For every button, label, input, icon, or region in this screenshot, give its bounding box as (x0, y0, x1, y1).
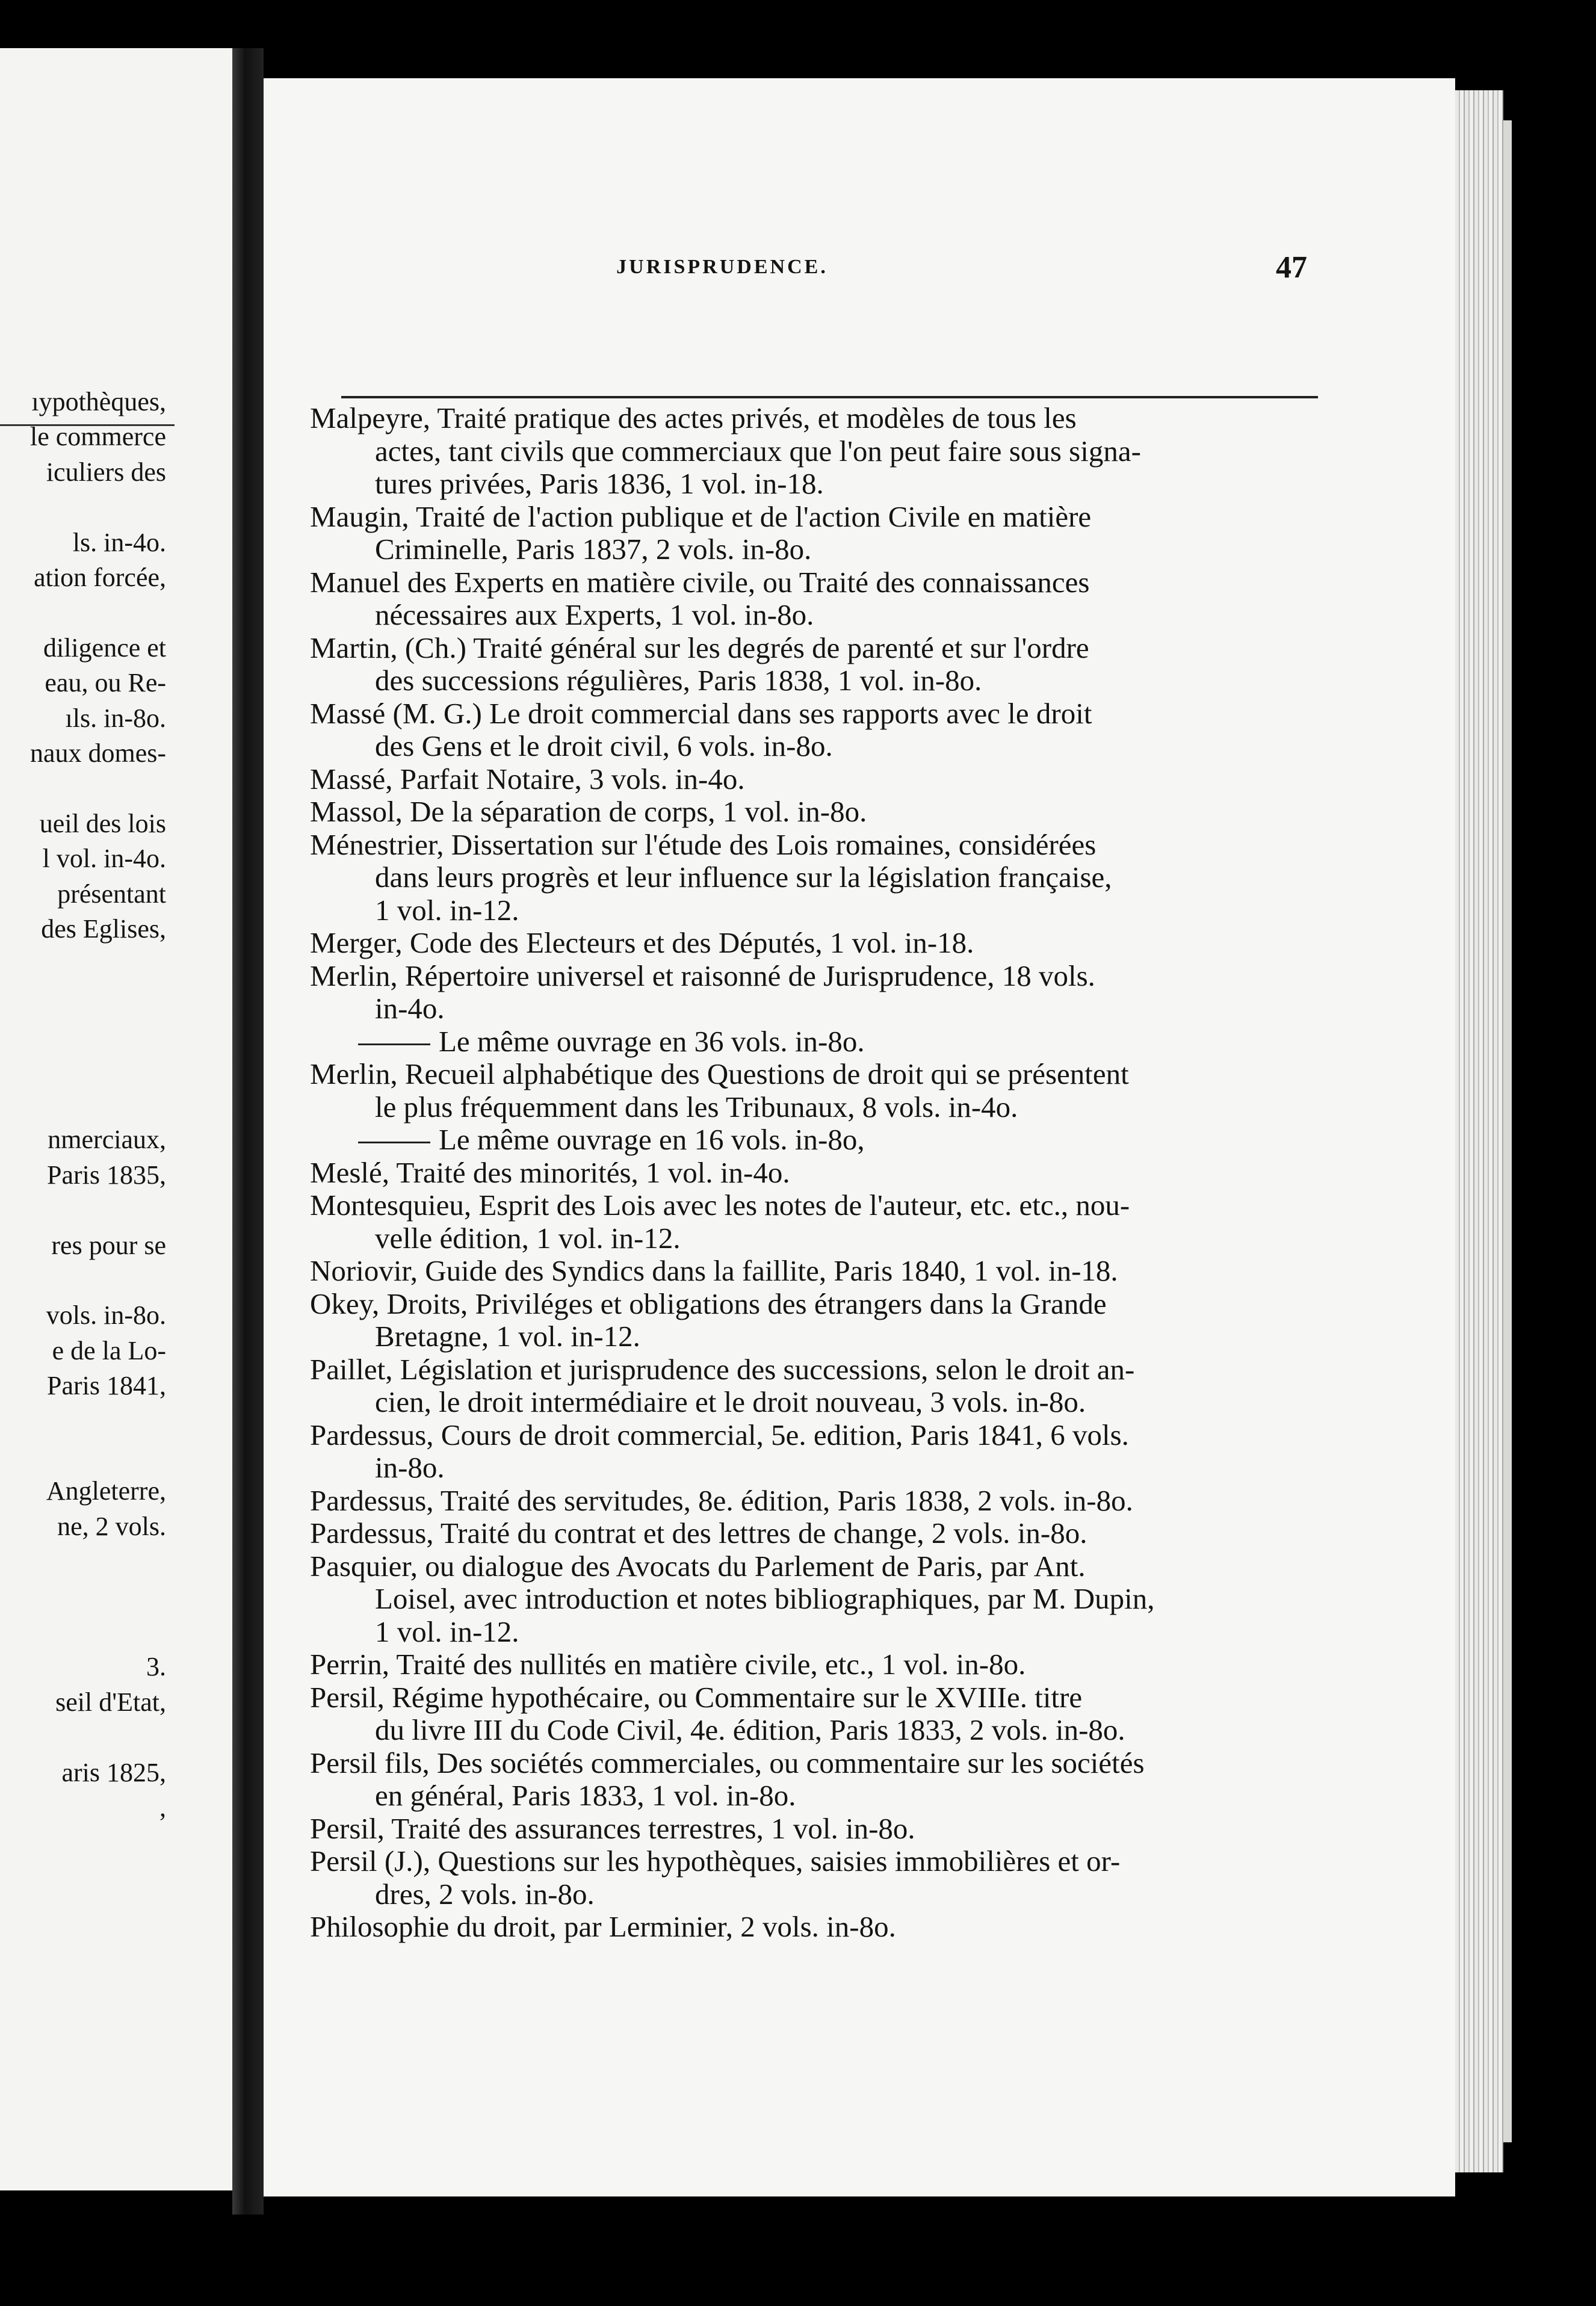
entry-text: Merlin, Recueil alphabétique des Questions de droit qui se présentent (310, 1058, 1129, 1090)
left-page (0, 48, 234, 2190)
entry-line (310, 992, 1321, 1025)
ditto-dash (358, 1142, 430, 1143)
entry-text: velle édition, 1 vol. in-12. (375, 1222, 681, 1255)
entry-text: Philosophie du droit, par Lerminier, 2 vols. in-8o. (310, 1911, 896, 1943)
book-gutter (232, 48, 264, 2215)
entry-text: Persil, Traité des assurances terrestres, 1 vol. in-8o. (310, 1812, 915, 1845)
bibliography-entry (310, 1747, 1321, 1813)
left-page-line: 3. (146, 1652, 166, 1682)
bibliography-entry (310, 1124, 1321, 1157)
left-page-line: iculiers des (46, 457, 166, 487)
entry-line (310, 1878, 1321, 1911)
entry-text: du livre III du Code Civil, 4e. édition, Paris 1833, 2 vols. in-8o. (375, 1714, 1125, 1746)
entry-text: in-8o. (375, 1451, 445, 1484)
entry-text: Bretagne, 1 vol. in-12. (375, 1320, 640, 1353)
entry-line (310, 1845, 1321, 1878)
bibliography-entry (310, 1845, 1321, 1911)
entry-line (310, 894, 1321, 927)
entry-line (310, 861, 1321, 894)
entry-text: Pasquier, ou dialogue des Avocats du Parlement de Paris, par Ant. (310, 1550, 1086, 1583)
bibliography-entry (310, 796, 1321, 829)
entry-text: Pardessus, Traité du contrat et des lettres de change, 2 vols. in-8o. (310, 1517, 1087, 1550)
entry-line (310, 1747, 1321, 1780)
entry-line (310, 664, 1321, 697)
page-number: 47 (1276, 250, 1307, 285)
entry-line (310, 1255, 1321, 1288)
left-page-line: ation forcée, (34, 563, 166, 592)
left-page-line: le commerce (30, 422, 166, 452)
left-page-line: ne, 2 vols. (57, 1511, 166, 1541)
entry-text: Persil, Régime hypothécaire, ou Commentaire sur le XVIIIe. titre (310, 1681, 1083, 1714)
entry-text: Persil (J.), Questions sur les hypothèques, saisies immobilières et or- (310, 1845, 1121, 1878)
entry-text: nécessaires aux Experts, 1 vol. in-8o. (375, 599, 814, 631)
entry-line (310, 796, 1321, 829)
entry-text: Manuel des Experts en matière civile, ou Traité des connaissances (310, 566, 1090, 599)
entry-line (310, 566, 1321, 599)
entry-line (310, 1189, 1321, 1222)
entry-text: Noriovir, Guide des Syndics dans la faillite, Paris 1840, 1 vol. in-18. (310, 1255, 1118, 1287)
entry-line (310, 1025, 1321, 1059)
left-page-line: Paris 1841, (47, 1371, 166, 1401)
bibliography-entry (310, 566, 1321, 632)
entry-line (310, 1451, 1321, 1485)
left-page-line: , (159, 1793, 166, 1822)
left-page-line: ls. in-4o. (72, 527, 166, 557)
entry-line (310, 1616, 1321, 1649)
entry-text: Pardessus, Traité des servitudes, 8e. édition, Paris 1838, 2 vols. in-8o. (310, 1484, 1133, 1517)
entry-line (310, 632, 1321, 665)
bibliography-entries (310, 402, 1321, 1944)
entry-line (310, 1288, 1321, 1321)
entry-text: Okey, Droits, Priviléges et obligations des étrangers dans la Grande (310, 1287, 1107, 1320)
left-page-line: nmerciaux, (48, 1125, 166, 1155)
entry-line (310, 1353, 1321, 1386)
bibliography-entry (310, 1058, 1321, 1124)
entry-line (310, 1681, 1321, 1714)
entry-text: Merger, Code des Electeurs et des Députés, 1 vol. in-18. (310, 927, 974, 959)
left-page-line: diligence et (43, 632, 166, 663)
bibliography-entry (310, 1813, 1321, 1846)
left-page-line: eau, ou Re- (45, 668, 166, 698)
page-edges (1455, 90, 1503, 2172)
entry-text: dans leurs progrès et leur influence sur la législation française, (375, 861, 1112, 894)
left-page-line: aris 1825, (61, 1757, 166, 1787)
entry-text: Malpeyre, Traité pratique des actes privés, et modèles de tous les (310, 402, 1077, 434)
bibliography-entry (310, 1911, 1321, 1944)
entry-text: 1 vol. in-12. (375, 1615, 519, 1648)
bibliography-entry (310, 1255, 1321, 1288)
entry-text: en général, Paris 1833, 1 vol. in-8o. (375, 1779, 796, 1812)
entry-line (310, 1386, 1321, 1419)
entry-line (310, 1714, 1321, 1747)
entry-line (310, 697, 1321, 731)
entry-text: Martin, (Ch.) Traité général sur les degrés de parenté et sur l'ordre (310, 631, 1089, 664)
entry-line (310, 960, 1321, 993)
entry-line (310, 1813, 1321, 1846)
left-page-line: ıypothèques, (31, 387, 166, 416)
entry-line (310, 1320, 1321, 1353)
entry-text: Merlin, Répertoire universel et raisonné de Jurisprudence, 18 vols. (310, 959, 1095, 992)
entry-text: Massé, Parfait Notaire, 3 vols. in-4o. (310, 762, 745, 796)
entry-text: Meslé, Traité des minorités, 1 vol. in-4o. (310, 1156, 790, 1189)
bibliography-entry (310, 1025, 1321, 1059)
entry-line (310, 763, 1321, 796)
bibliography-entry (310, 960, 1321, 1025)
entry-line (310, 1222, 1321, 1255)
entry-line (310, 730, 1321, 763)
bibliography-entry (310, 402, 1321, 501)
entry-text: le plus fréquemment dans les Tribunaux, 8 vols. in-4o. (375, 1090, 1018, 1124)
bibliography-entry (310, 697, 1321, 763)
entry-text: Montesquieu, Esprit des Lois avec les notes de l'auteur, etc. etc., nou- (310, 1189, 1130, 1222)
entry-line (310, 1058, 1321, 1091)
entry-text: Paillet, Législation et jurisprudence des successions, selon le droit an- (310, 1353, 1135, 1386)
entry-line (310, 1550, 1321, 1583)
left-page-line: res pour se (51, 1230, 166, 1260)
entry-text: cien, le droit intermédiaire et le droit nouveau, 3 vols. in-8o. (375, 1386, 1086, 1418)
entry-text: actes, tant civils que commerciaux que l'on peut faire sous signa- (375, 434, 1141, 468)
left-page-line: présentant (57, 879, 166, 909)
entry-text: 1 vol. in-12. (375, 894, 519, 927)
left-page-line: Paris 1835, (47, 1160, 166, 1190)
entry-text: Criminelle, Paris 1837, 2 vols. in-8o. (375, 533, 812, 566)
entry-line (310, 1157, 1321, 1190)
entry-line (310, 829, 1321, 862)
entry-text: Le même ouvrage en 36 vols. in-8o. (439, 1025, 865, 1058)
entry-line (310, 1779, 1321, 1813)
bibliography-entry (310, 763, 1321, 796)
left-page-line: l vol. in-4o. (42, 844, 166, 874)
bibliography-entry (310, 1157, 1321, 1190)
entry-line (310, 533, 1321, 566)
entry-text: dres, 2 vols. in-8o. (375, 1878, 595, 1911)
bibliography-entry (310, 1517, 1321, 1550)
entry-text: Massol, De la séparation de corps, 1 vol. in-8o. (310, 796, 867, 828)
entry-line (310, 468, 1321, 501)
page-edges-back (1503, 120, 1512, 2142)
entry-line (310, 927, 1321, 960)
entry-text: Le même ouvrage en 16 vols. in-8o, (439, 1124, 865, 1156)
entry-text: des Gens et le droit civil, 6 vols. in-8o. (375, 730, 833, 762)
entry-line (310, 402, 1321, 435)
entry-line (310, 1485, 1321, 1518)
entry-text: Maugin, Traité de l'action publique et de l'action Civile en matière (310, 500, 1092, 533)
entry-line (310, 1124, 1321, 1157)
bibliography-entry (310, 1485, 1321, 1518)
entry-line (310, 599, 1321, 632)
bibliography-entry (310, 1550, 1321, 1649)
header-rule (341, 396, 1318, 398)
entry-line (310, 501, 1321, 534)
entry-text: Persil fils, Des sociétés commerciales, ou commentaire sur les sociétés (310, 1746, 1145, 1779)
bibliography-entry (310, 501, 1321, 566)
entry-text: in-4o. (375, 992, 445, 1025)
left-page-line: ueil des lois (39, 808, 166, 838)
entry-line (310, 1517, 1321, 1550)
running-head: JURISPRUDENCE. (616, 256, 828, 278)
bibliography-entry (310, 1419, 1321, 1485)
bibliography-entry (310, 829, 1321, 927)
entry-line (310, 1911, 1321, 1944)
entry-line (310, 435, 1321, 468)
entry-text: tures privées, Paris 1836, 1 vol. in-18. (375, 468, 824, 500)
entry-text: Loisel, avec introduction et notes bibliographiques, par M. Dupin, (375, 1583, 1155, 1615)
bibliography-entry (310, 632, 1321, 697)
left-page-line: e de la Lo- (52, 1335, 166, 1365)
left-page-line: des Eglises, (41, 914, 166, 944)
left-page-line: Angleterre, (46, 1476, 166, 1506)
entry-line (310, 1419, 1321, 1452)
entry-text: Ménestrier, Dissertation sur l'étude des Lois romaines, considérées (310, 828, 1096, 861)
bibliography-entry (310, 1353, 1321, 1419)
bibliography-entry (310, 1648, 1321, 1681)
left-page-line: seil d'Etat, (55, 1687, 166, 1717)
bibliography-entry (310, 1681, 1321, 1747)
entry-line (310, 1648, 1321, 1681)
entry-line (310, 1583, 1321, 1616)
left-page-line: vols. in-8o. (46, 1300, 166, 1331)
entry-line (310, 1091, 1321, 1124)
bibliography-entry (310, 1189, 1321, 1255)
left-page-line: ıls. in-8o. (65, 703, 166, 733)
bibliography-entry (310, 1288, 1321, 1353)
entry-text: Massé (M. G.) Le droit commercial dans ses rapports avec le droit (310, 697, 1092, 730)
bibliography-entry (310, 927, 1321, 960)
entry-text: Perrin, Traité des nullités en matière civile, etc., 1 vol. in-8o. (310, 1648, 1026, 1681)
ditto-dash (358, 1043, 430, 1045)
entry-text: Pardessus, Cours de droit commercial, 5e. edition, Paris 1841, 6 vols. (310, 1418, 1129, 1451)
left-page-line: naux domes- (29, 738, 166, 768)
entry-text: des successions régulières, Paris 1838, 1 vol. in-8o. (375, 664, 982, 697)
